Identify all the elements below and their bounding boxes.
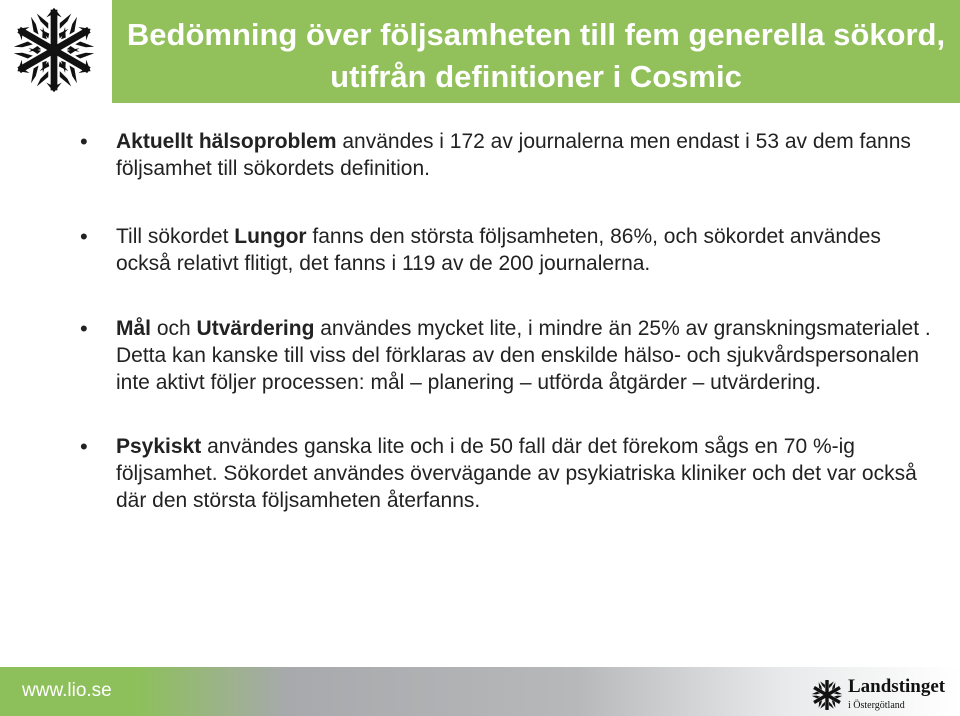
brand-name: Landstinget — [848, 676, 946, 697]
bullet-pre: Till sökordet — [116, 225, 235, 248]
footer-url-link[interactable]: www.lio.se — [22, 680, 112, 701]
brand-subtitle: i Östergötland — [848, 700, 905, 711]
brand-logo — [810, 676, 956, 714]
bullet-bold-2: Utvärdering — [196, 317, 315, 340]
bullet-bold: Aktuellt hälsoproblem — [116, 130, 337, 153]
title-line-2: utifrån definitioner i Cosmic — [330, 59, 742, 94]
bullet-bold: Lungor — [234, 225, 307, 248]
slide-title — [112, 14, 960, 98]
title-line-1: Bedömning över följsamheten till fem generella sökord, — [126, 17, 946, 52]
bullet-bold: Psykiskt — [116, 435, 202, 458]
bullet-item — [82, 128, 932, 182]
brand-snowflake-icon — [810, 678, 844, 712]
bullet-text: fanns den största följsamheten, 86%, och sökordet användes också relativt flitigt, det fanns i 119 av de 200 journalerna. — [116, 225, 881, 275]
bullet-item — [82, 433, 932, 514]
snowflake-logo-icon — [6, 2, 102, 98]
bullet-bold: Mål — [116, 317, 152, 340]
bullet-mid: och — [151, 317, 197, 340]
bullet-text: användes i 172 av journalerna men endast i 53 av dem fanns följsamhet till sökordets definition. — [116, 130, 911, 180]
bullet-item — [82, 315, 932, 396]
bullet-text: användes ganska lite och i de 50 fall där det förekom sågs en 70 %-ig följsamhet. Sökordet användes övervägande av psykiatriska kliniker och det var också där den största följsamheten återfanns. — [116, 435, 917, 512]
bullet-text: användes mycket lite, i mindre än 25% av granskningsmaterialet . Detta kan kanske till viss del förklaras av den enskilde hälso- och sjukvårdspersonalen inte aktivt följer processen: mål – planering – utförda åtgärder – utvärdering. — [116, 317, 931, 394]
bullet-item — [82, 223, 932, 277]
bullet-list — [82, 128, 932, 514]
